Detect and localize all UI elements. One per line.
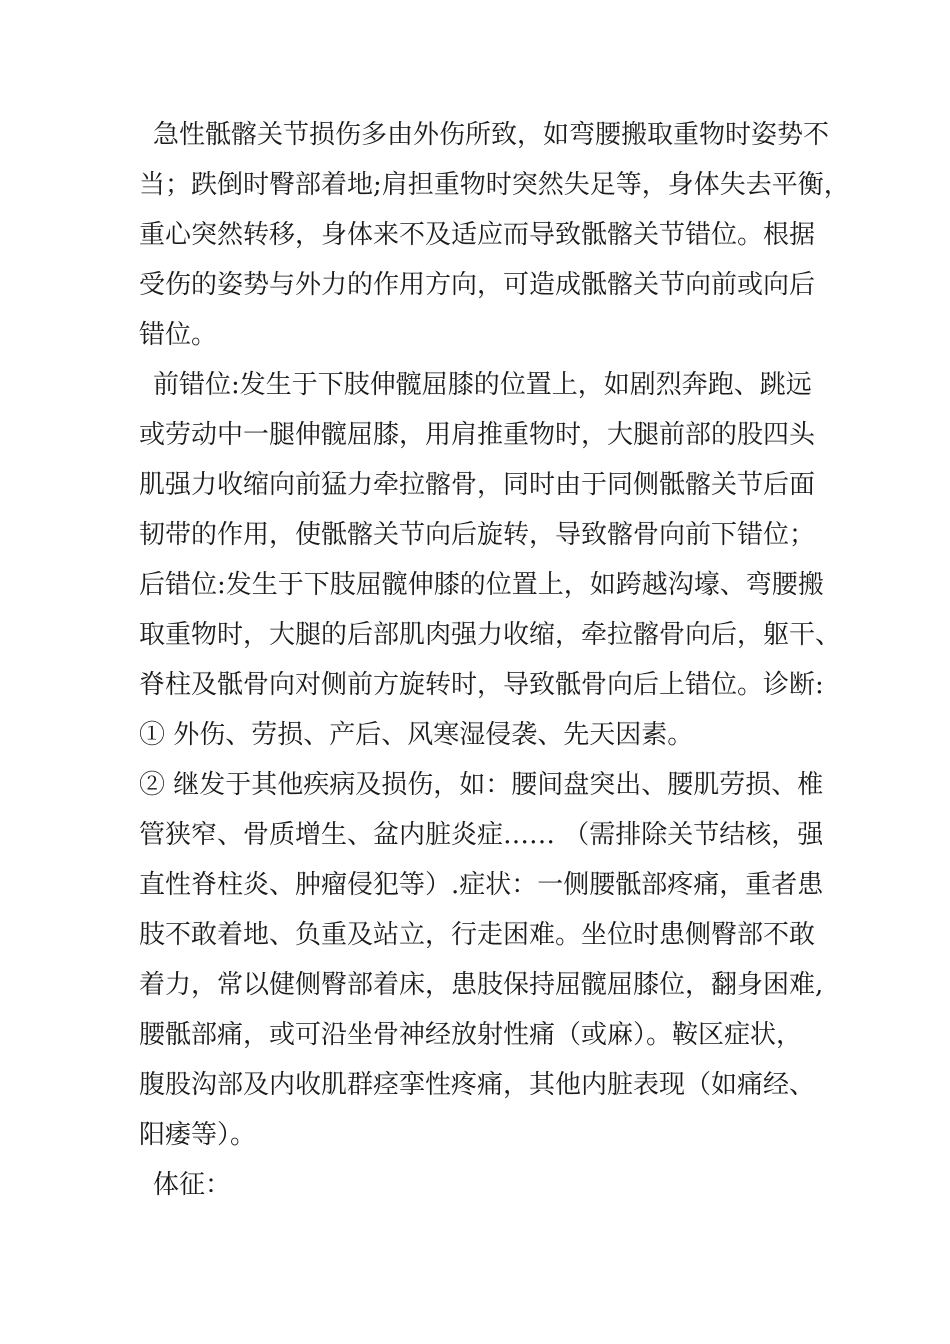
list-item-line: ① 外伤、劳损、产后、风寒湿侵袭、先天因素。 [139,720,694,750]
paragraph-line: 肢不敢着地、负重及站立，行走困难。坐位时患侧臀部不敢 [139,920,816,950]
paragraph-line: 重心突然转移，身体来不及适应而导致骶髂关节错位。根据 [139,220,816,250]
list-item-line: ② 继发于其他疾病及损伤，如：腰间盘突出、腰肌劳损、椎 [139,770,824,800]
paragraph-line: 受伤的姿势与外力的作用方向，可造成骶髂关节向前或向后 [139,270,816,300]
paragraph-line: 腰骶部痛，或可沿坐骨神经放射性痛（或麻）。鞍区症状， [139,1020,803,1050]
paragraph-line: 急性骶髂关节损伤多由外伤所致，如弯腰搬取重物时姿势不 [153,120,830,150]
paragraph-line: 或劳动中一腿伸髋屈膝，用肩推重物时，大腿前部的股四头 [139,420,816,450]
section-heading: 体征： [153,1170,232,1200]
paragraph-line: 管狭窄、骨质增生、盆内脏炎症…… （需排除关节结核，强 [139,820,824,850]
document-body [139,110,850,1210]
paragraph-line: 阳痿等）。 [139,1120,257,1150]
paragraph-line: 后错位:发生于下肢屈髋伸膝的位置上，如跨越沟壕、弯腰搬 [139,570,824,600]
paragraph-line: 韧带的作用，使骶髂关节向后旋转，导致髂骨向前下错位； [139,520,816,550]
paragraph-line: 错位。 [139,320,218,350]
paragraph-line: 直性脊柱炎、肿瘤侵犯等）.症状：一侧腰骶部疼痛，重者患 [139,870,824,900]
paragraph-line: 当；跌倒时臀部着地;肩担重物时突然失足等，身体失去平衡， [139,170,850,200]
paragraph-line: 肌强力收缩向前猛力牵拉髂骨，同时由于同侧骶髂关节后面 [139,470,816,500]
paragraph-line: 取重物时，大腿的后部肌肉强力收缩，牵拉髂骨向后，躯干、 [139,620,842,650]
paragraph-line: 腹股沟部及内收肌群痉挛性疼痛，其他内脏表现（如痛经、 [139,1070,816,1100]
paragraph-line: 前错位:发生于下肢伸髋屈膝的位置上，如剧烈奔跑、跳远 [153,370,812,400]
paragraph-line: 着力，常以健侧臀部着床，患肢保持屈髋屈膝位，翻身困难, [139,970,824,1000]
paragraph-line: 脊柱及骶骨向对侧前方旋转时，导致骶骨向后上错位。诊断: [139,670,824,700]
